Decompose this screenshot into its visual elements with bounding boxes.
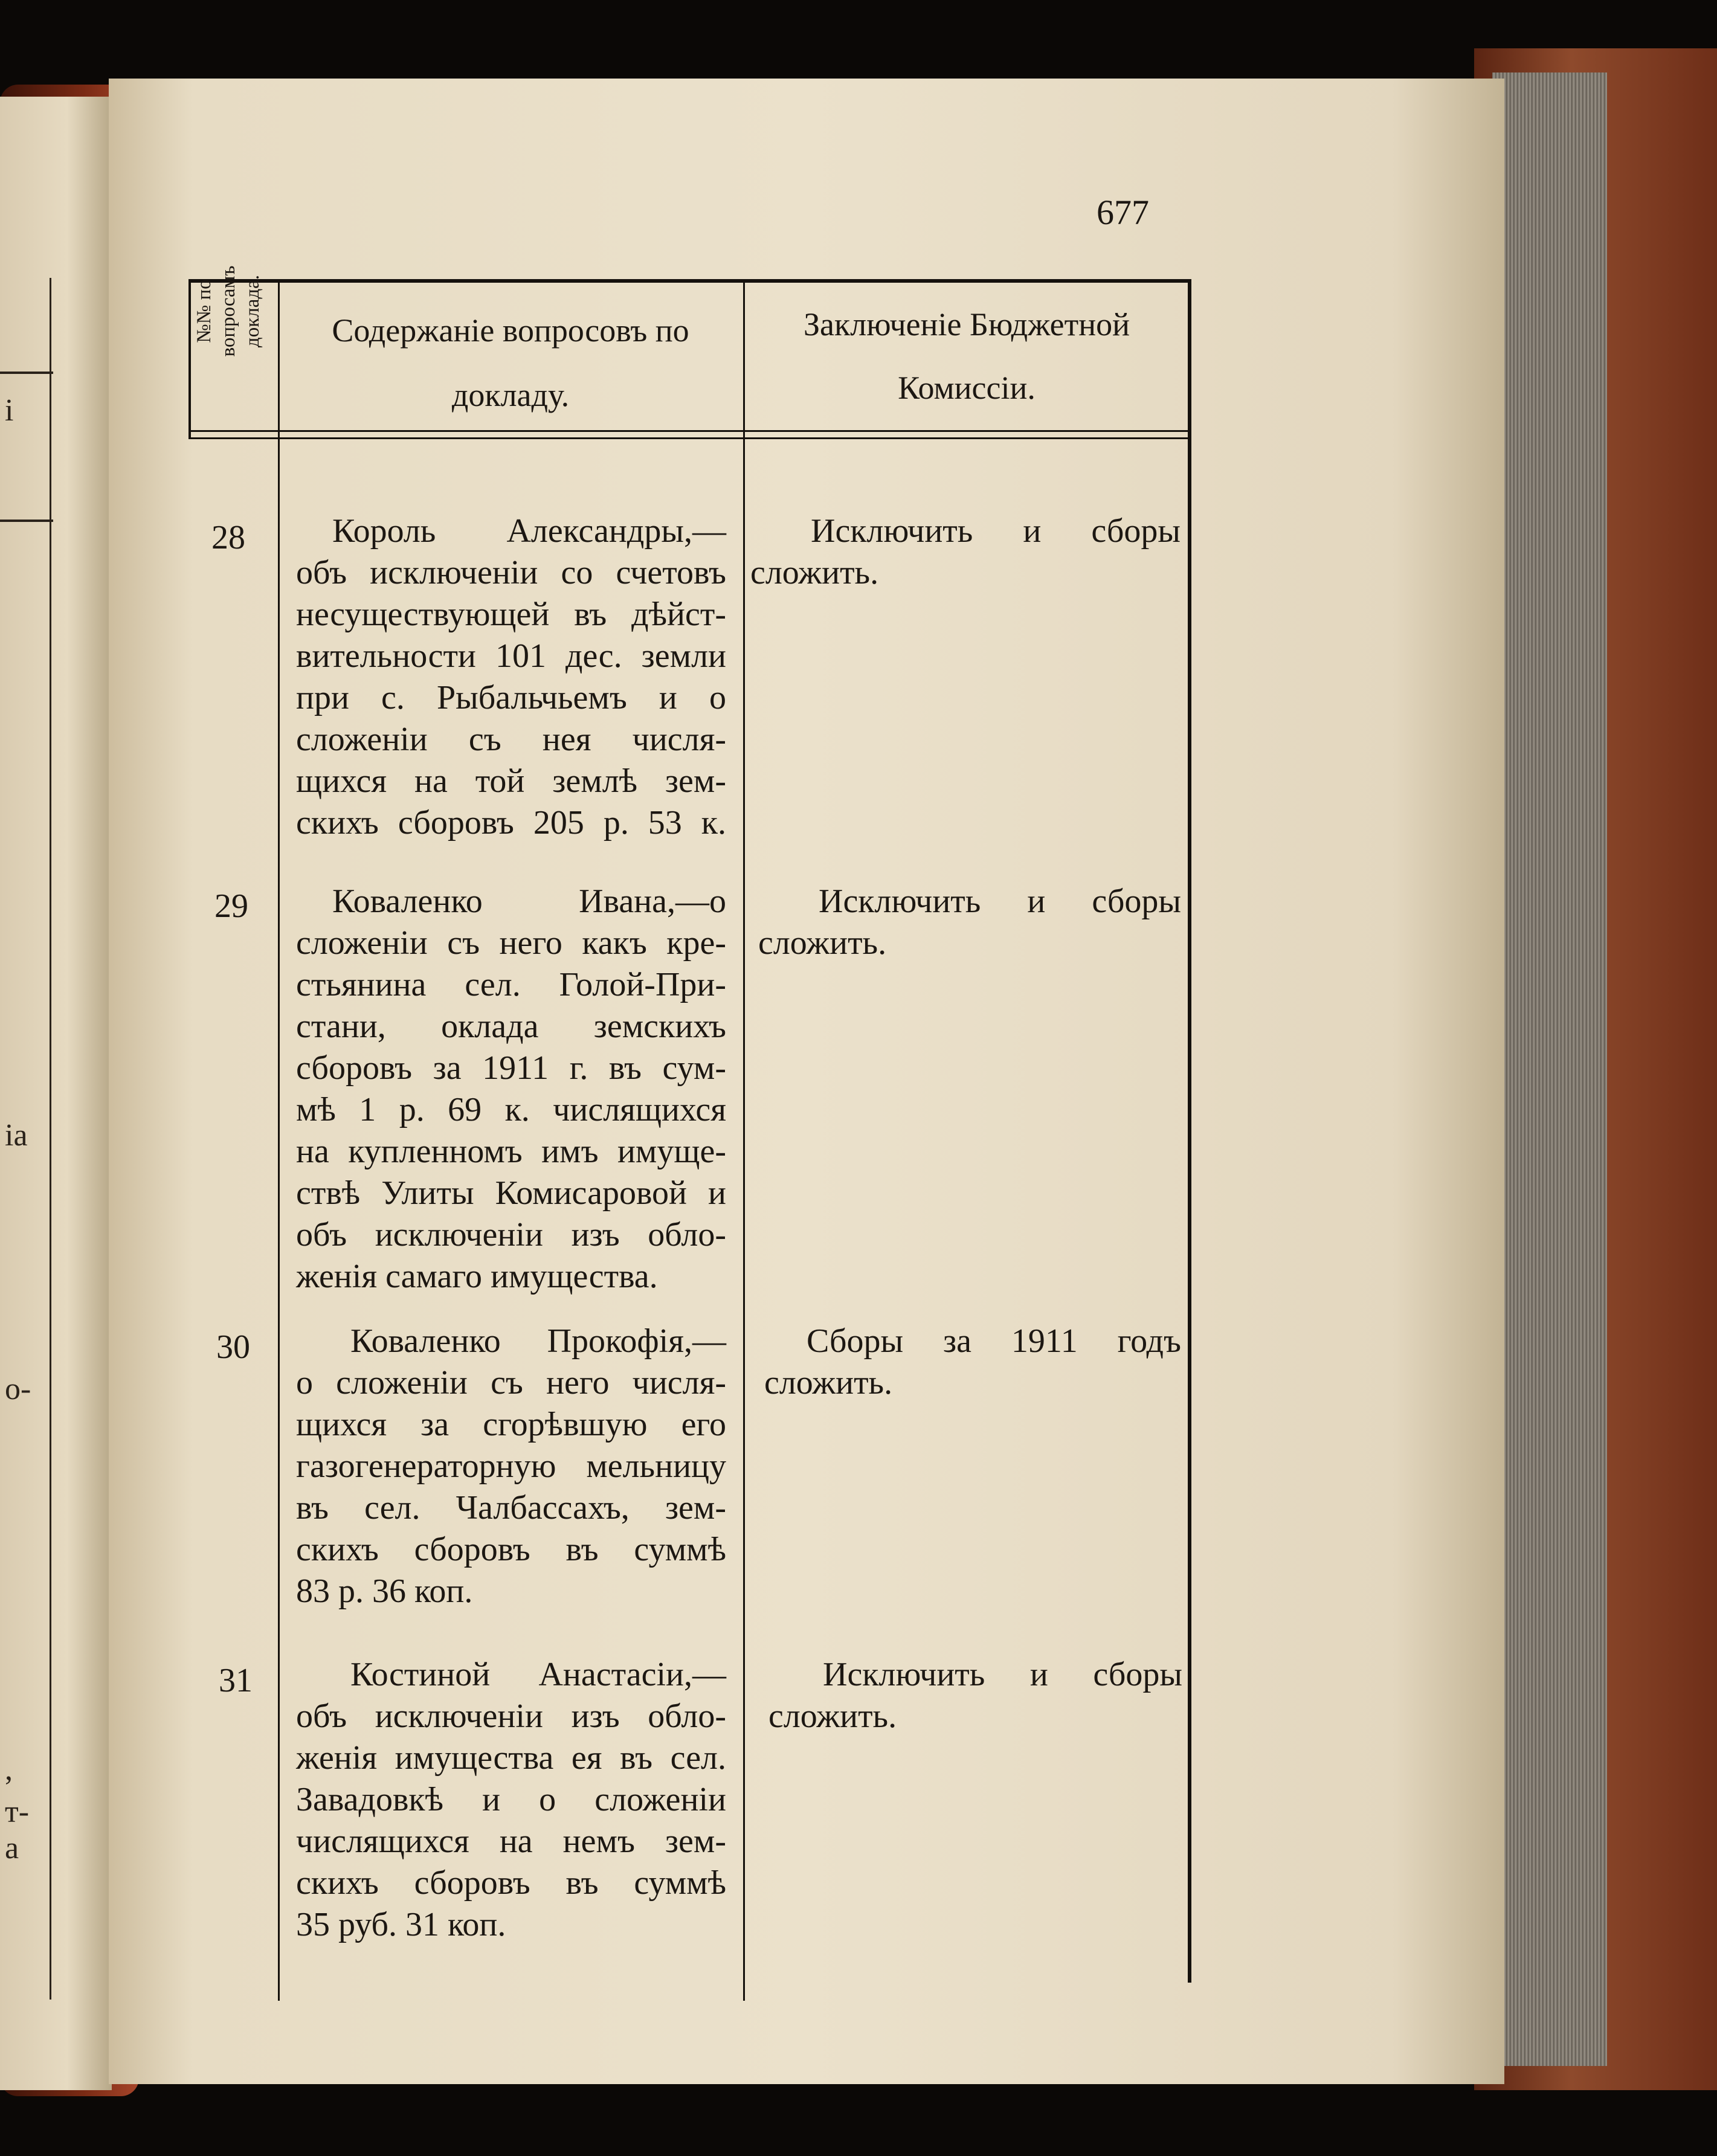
- left-page-fragment: т-: [5, 1795, 30, 1829]
- row-decision: Исключить и сборы сложить.: [750, 512, 1181, 591]
- table-right-rule: [1188, 279, 1191, 1983]
- row-number: 31: [219, 1662, 253, 1699]
- row-decision: Сборы за 1911 годъ сложить.: [764, 1322, 1181, 1401]
- page-number: 677: [1097, 193, 1149, 232]
- header-rule: [188, 437, 1191, 439]
- row-number: 30: [216, 1328, 250, 1366]
- table-left-rule: [188, 279, 191, 439]
- row-decision: Исключить и сборы сложить.: [758, 883, 1181, 962]
- left-page-fragment: ia: [5, 1118, 28, 1153]
- row-content: Король Александры,— объ исключеніи со счетовъ несуществующей въ дѣйст- вительности 101 дес. земли при с. Рыбальчьемъ и о сложеніи съ нея числя- щихся на той землѣ зем- скихъ сборовъ 205 р. 53 к.: [296, 512, 726, 841]
- row-decision: Исключить и сборы сложить.: [768, 1656, 1182, 1735]
- header-decision-line: Заключеніе Бюджетной: [803, 306, 1130, 343]
- left-page-fragment: о-: [5, 1372, 31, 1406]
- header-number-column: №№ по вопросамъ доклада.: [193, 265, 263, 357]
- row-number: 29: [214, 887, 248, 925]
- row-number: 28: [211, 519, 245, 556]
- column-rule: [743, 279, 745, 2001]
- row-content: Коваленко Прокофія,— о сложеніи съ него числя- щихся за сгорѣвшую его газогенераторную мельницу въ сел. Чалбассахъ, зем- скихъ сборовъ въ суммѣ 83 р. 36 коп.: [296, 1322, 726, 1610]
- left-page-fragment: ,: [5, 1752, 13, 1787]
- column-rule: [278, 279, 280, 2001]
- header-decision-line: Комиссіи.: [898, 370, 1036, 406]
- left-page-fragment: а: [5, 1831, 19, 1865]
- header-rule: [188, 430, 1191, 432]
- header-content-line: докладу.: [451, 377, 570, 413]
- header-content-line: Содержаніе вопросовъ по: [332, 312, 689, 349]
- left-page-fragment: і: [5, 393, 14, 428]
- row-content: Костиной Анастасіи,— объ исключеніи изъ обло- женія имущества ея въ сел. Завадовкѣ и о сложеніи числящихся на немъ зем- скихъ сборовъ въ суммѣ 35 руб. 31 коп.: [296, 1656, 726, 1943]
- row-content: Коваленко Ивана,—о сложеніи съ него какъ кре- стьянина сел. Голой-При- стани, оклада земскихъ сборовъ за 1911 г. въ сум- мѣ 1 р. 69 к. числящихся на купленномъ имъ имуще- ствѣ Улиты Комисаровой и объ исключеніи изъ обло- женія самаго имущества.: [296, 883, 726, 1295]
- table-top-rule: [188, 279, 1191, 283]
